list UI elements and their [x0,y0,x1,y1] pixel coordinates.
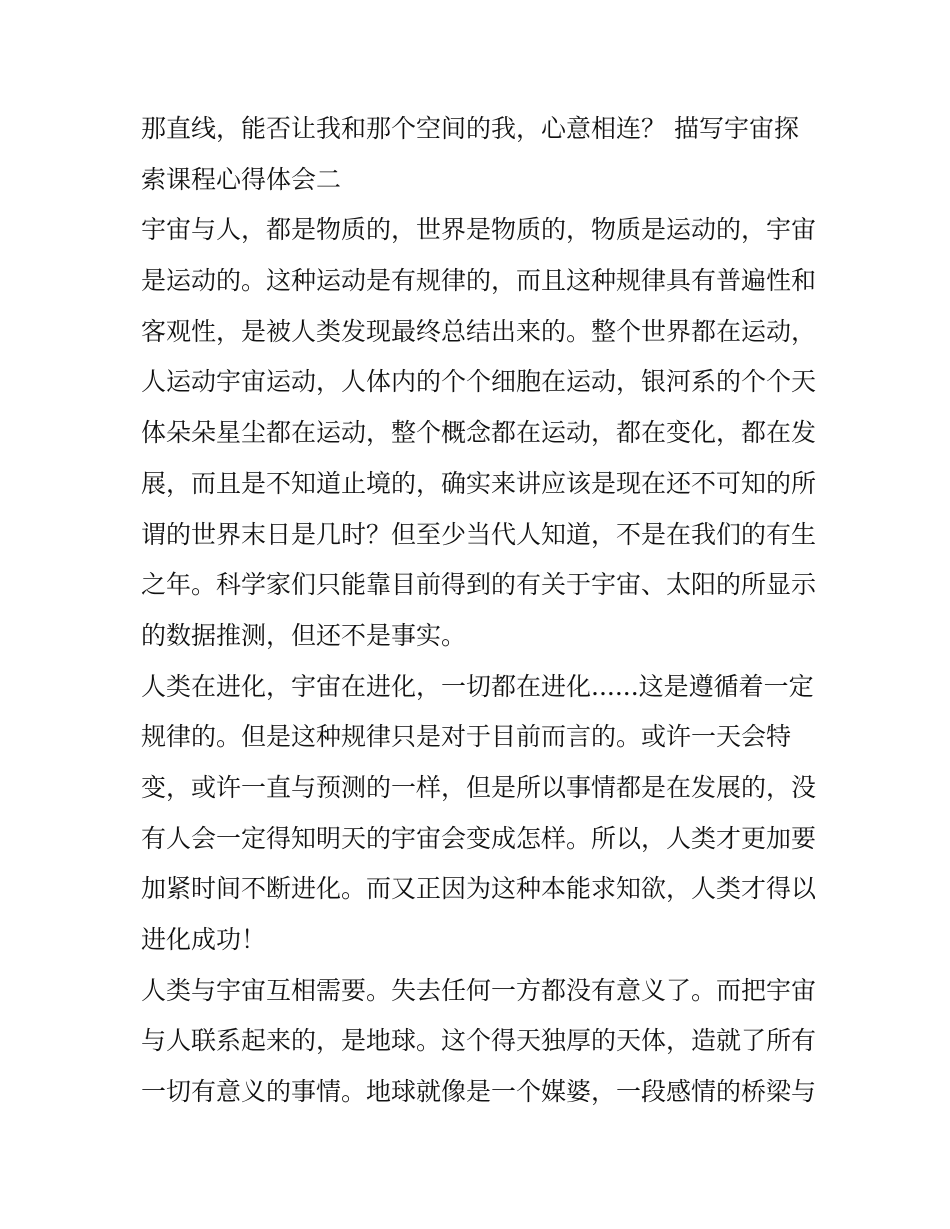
text-line: 是运动的。这种运动是有规律的，而且这种规律具有普遍性和 [141,266,817,296]
text-line: 索课程心得体会二 [141,164,342,194]
text-line: 加紧时间不断进化。而又正因为这种本能求知欲，人类才得以 [141,874,817,904]
text-line: 客观性，是被人类发现最终总结出来的。整个世界都在运动， [141,316,817,346]
text-line: 进化成功！ [141,925,267,954]
text-line: 变，或许一直与预测的一样，但是所以事情都是在发展的，没 [141,772,817,802]
text-line: 与人联系起来的，是地球。这个得天独厚的天体，造就了所有 [141,1026,817,1056]
text-line: 有人会一定得知明天的宇宙会变成怎样。所以，人类才更加要 [141,823,817,853]
text-line: 的数据推测，但还不是事实。 [141,620,467,650]
text-line: 一切有意义的事情。地球就像是一个媒婆，一段感情的桥梁与 [141,1077,817,1107]
text-line: 人运动宇宙运动，人体内的个个细胞在运动，银河系的个个天 [141,367,817,397]
body-text [141,104,821,1118]
text-line: 体朵朵星尘都在运动，整个概念都在运动，都在变化，都在发 [141,418,817,448]
text-line: 那直线，能否让我和那个空间的我，心意相连？ 描写宇宙探 [141,114,799,143]
text-line: 人类与宇宙互相需要。失去任何一方都没有意义了。而把宇宙 [141,975,817,1005]
text-line: 谓的世界末日是几时？但至少当代人知道，不是在我们的有生 [141,519,817,549]
text-line: 之年。科学家们只能靠目前得到的有关于宇宙、太阳的所显示 [141,570,817,600]
text-line: 展，而且是不知道止境的，确实来讲应该是现在还不可知的所 [141,468,817,498]
text-line: 宇宙与人，都是物质的，世界是物质的，物质是运动的，宇宙 [141,215,817,245]
text-line: 规律的。但是这种规律只是对于目前而言的。或许一天会特 [141,722,792,752]
text-line: 人类在进化，宇宙在进化，一切都在进化......这是遵循着一定 [141,671,814,701]
